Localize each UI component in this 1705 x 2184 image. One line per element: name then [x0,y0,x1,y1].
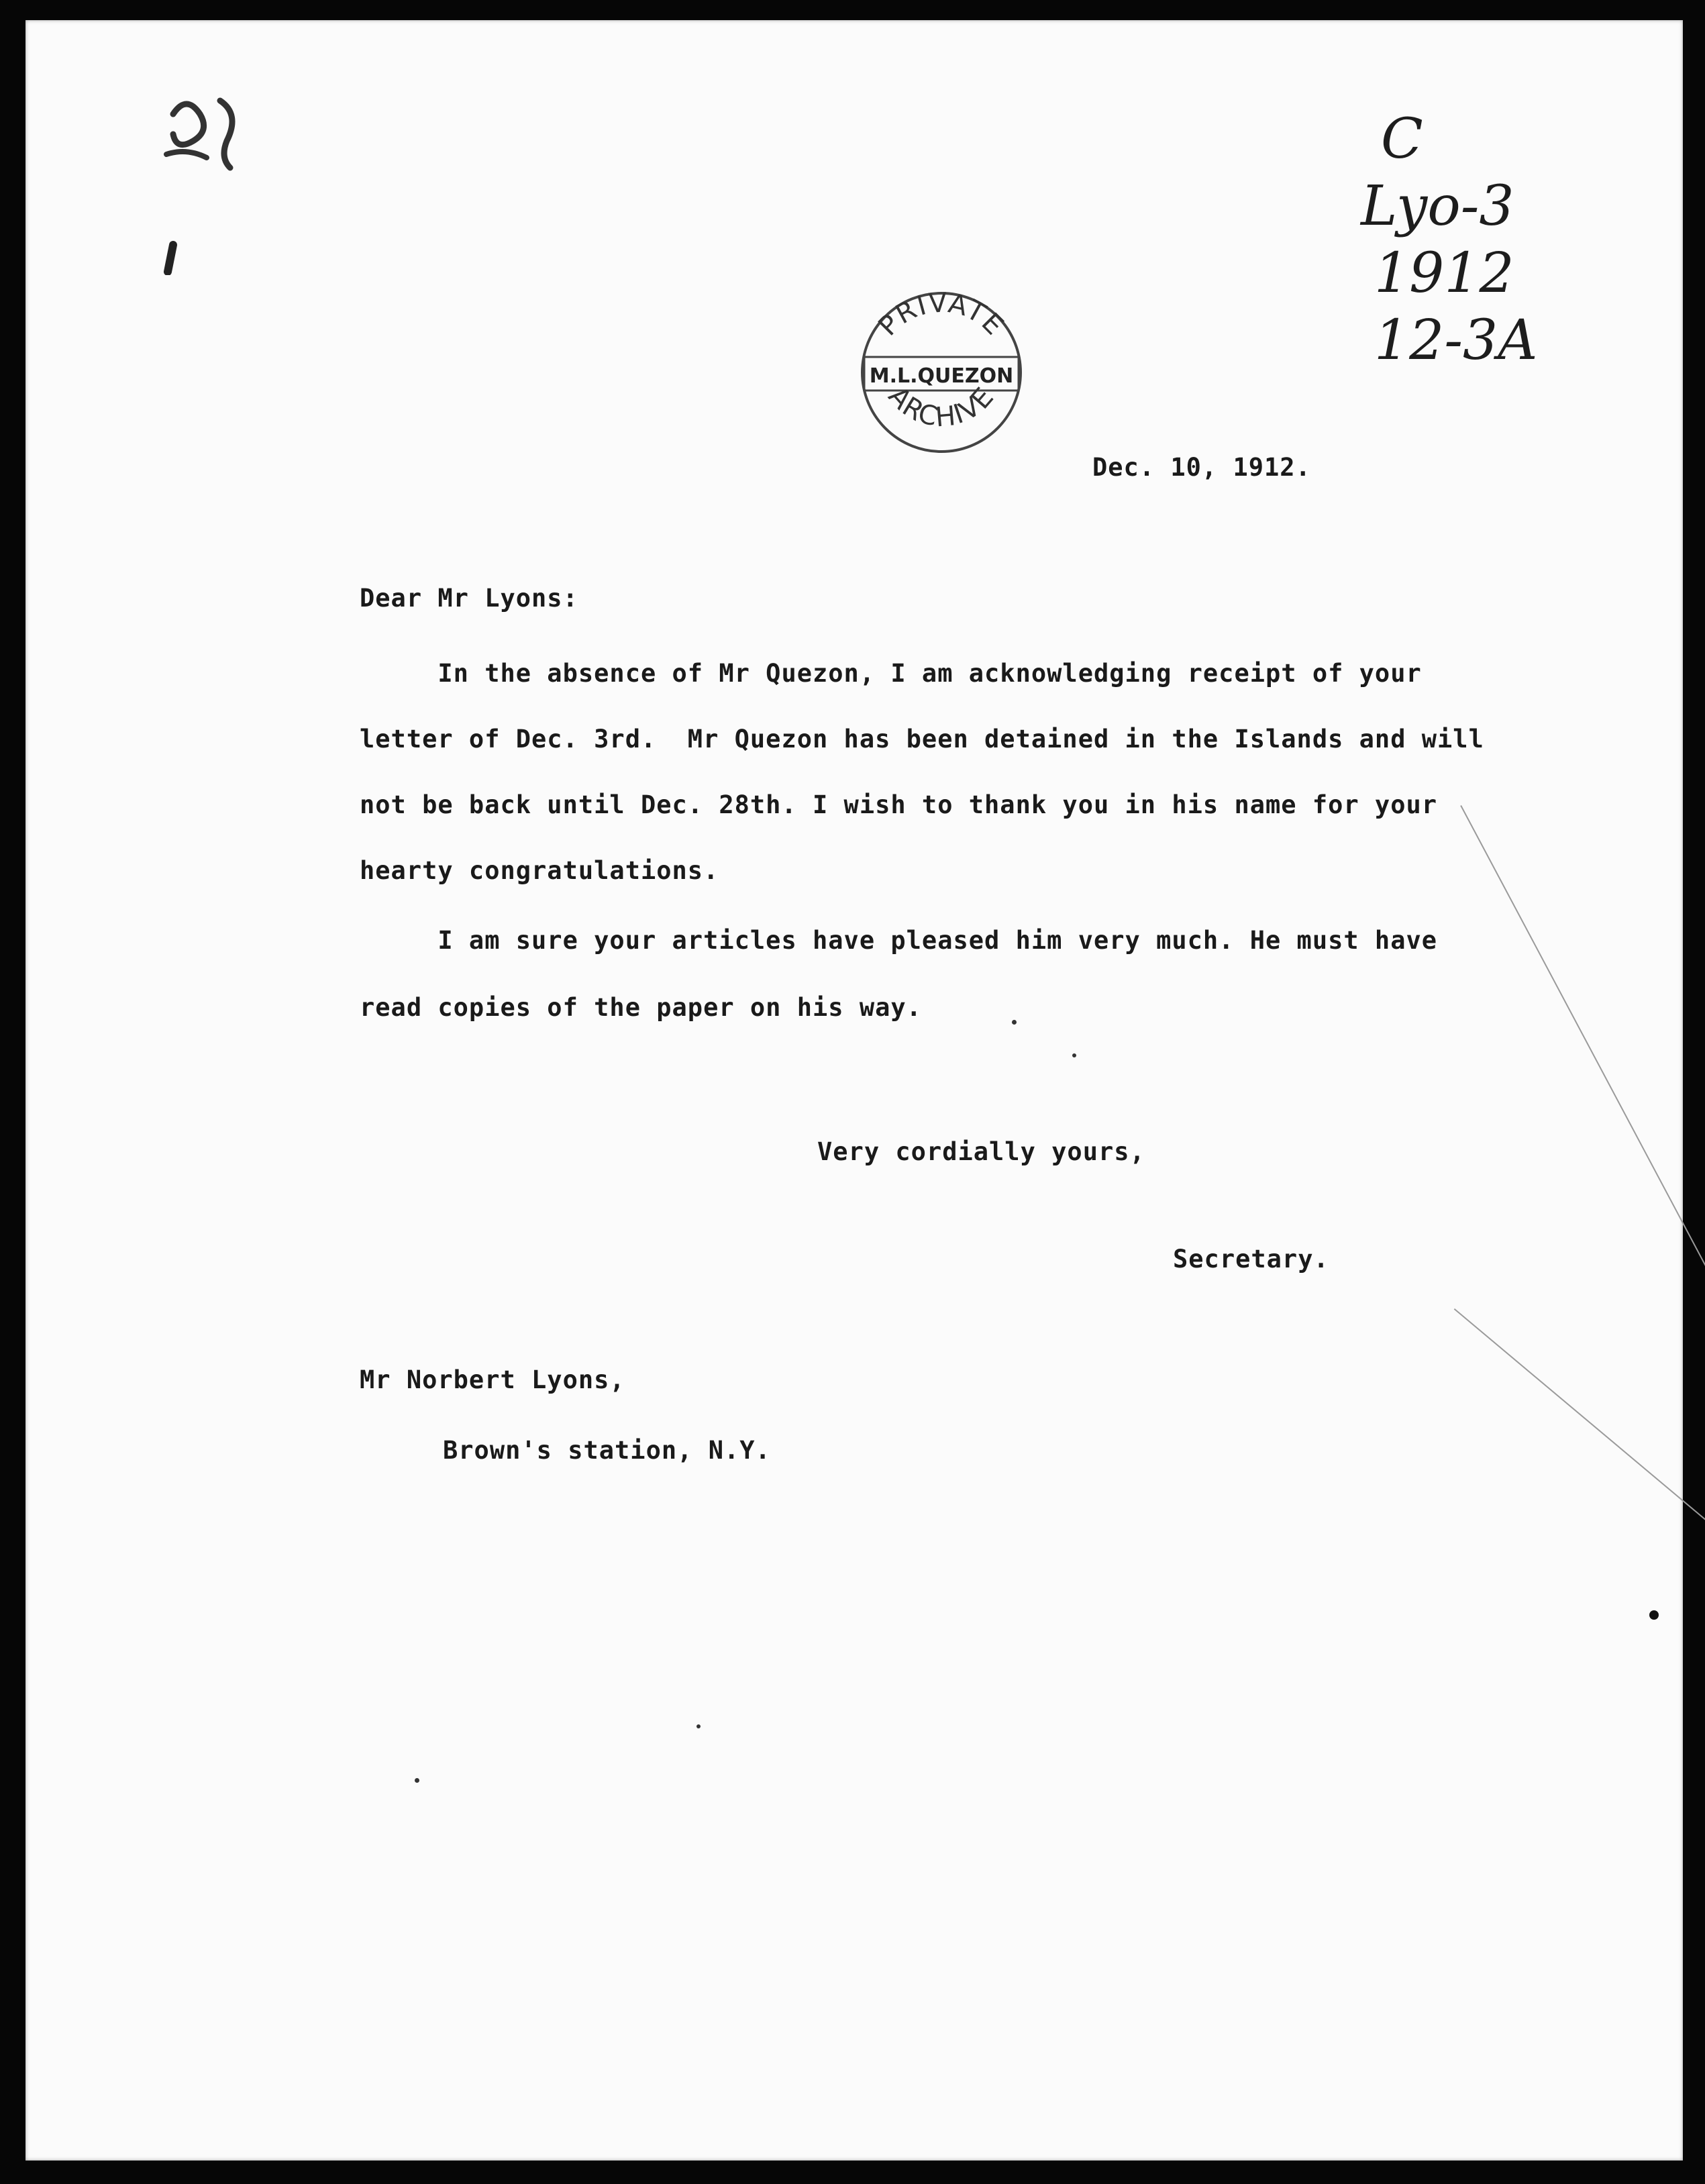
body-line: In the absence of Mr Quezon, I am acknowledging receipt of your [360,659,1422,688]
recipient-name: Mr Norbert Lyons, [360,1365,625,1394]
scan-streak [1460,805,1705,1576]
stamp-bottom-text: ARCHIVE [882,380,1001,433]
signature-title: Secretary. [1173,1245,1329,1273]
recipient-address: Brown's station, N.Y. [443,1436,771,1465]
archive-mark-year: 1912 [1374,242,1514,305]
archive-mark-ref: Lyo-3 [1361,174,1514,238]
letter-date: Dec. 10, 1912. [1092,453,1311,482]
closing: Very cordially yours, [817,1137,1145,1166]
stamp-top-text: PRIVATE [872,289,1011,342]
body-line: I am sure your articles have pleased him very much. He must have [360,926,1438,955]
scan-speck [415,1778,419,1783]
svg-text:PRIVATE [873,289,1011,342]
archive-mark-item: 12-3A [1374,309,1538,372]
scan-speck [1012,1020,1017,1025]
archive-stamp [858,289,1025,456]
letter-page [25,20,1683,2161]
scan-streak [1454,1308,1705,1534]
scan-speck [1072,1053,1076,1057]
body-line: not be back until Dec. 28th. I wish to thank you in his name for your [360,790,1438,819]
archive-mark-letter: C [1381,107,1423,171]
pencil-scribble [126,74,301,275]
body-line: letter of Dec. 3rd. Mr Quezon has been detained in the Islands and will [360,725,1484,753]
body-line: read copies of the paper on his way. [360,993,922,1022]
body-line: hearty congratulations. [360,856,719,885]
svg-text:ARCHIVE [882,381,1001,433]
stamp-center-text: M.L.QUEZON [869,364,1014,388]
scan-speck [696,1724,701,1728]
salutation: Dear Mr Lyons: [360,584,578,613]
scan-speck [1649,1610,1659,1620]
